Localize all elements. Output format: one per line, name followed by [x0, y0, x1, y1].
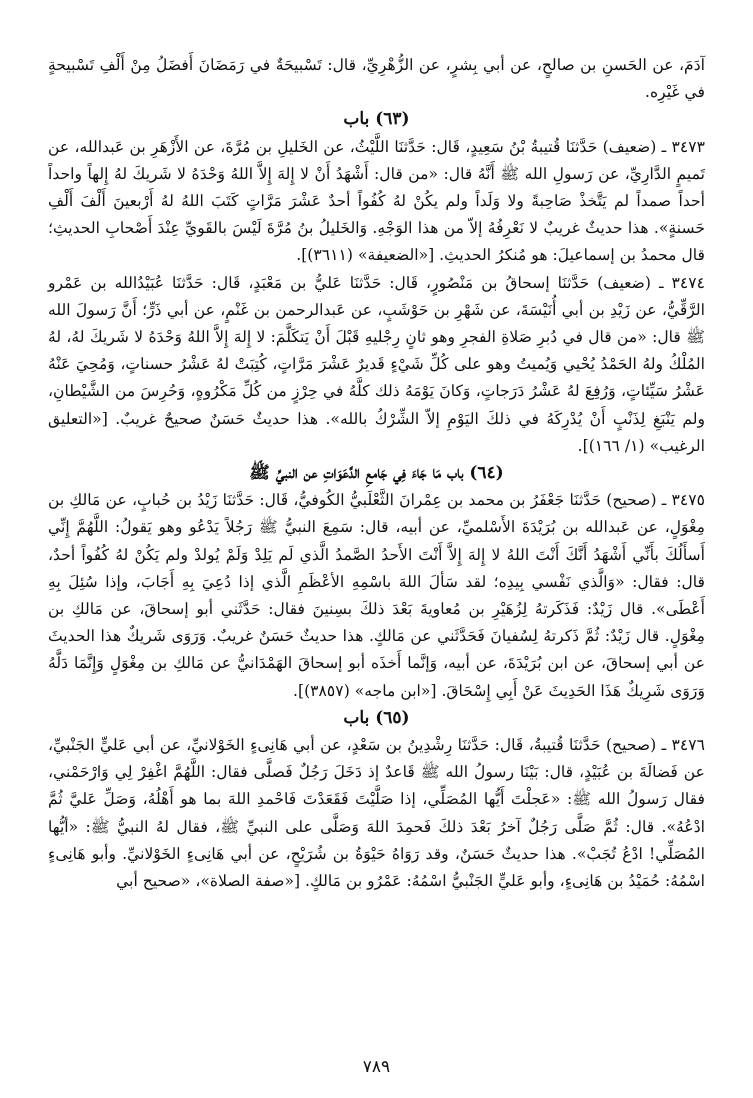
page-number: ٧٨٩	[362, 1057, 391, 1077]
hadith-3474: ٣٤٧٤ ـ (ضعيف) حَدَّثنَا إسحاقُ بن مَنْصُورٍ، قَال: حَدَّثنَا عَليُّ بن مَعْبَدٍ، قَال: حَدَّثنَا عُبَيْدُالله بن عَمْرو الرَّقِّيُّ، عن زَيْدِ بن أبي أُنَيْسَةَ، عن شَهْرِ بن حَوْشَبٍ، عن عَبدالرحمن بن غَنْمٍ، عن أبي ذَرٍّ؛ أَنَّ رَسولَ الله ﷺ قال: «من قال في دُبرِ صَلاةِ الفجرِ وهو ثانٍ رِجْليهِ قَبْلَ أَنْ يَتكَلَّمَ: لا إِلهَ إِلاَّ اللهُ وَحْدَهُ لا شَريكَ لهُ، لهُ المُلْكُ ولهُ الحَمْدُ يُحْيي وَيُميتُ وهو على كُلِّ شَيْءٍ قَديرٌ عَشْرَ مَرَّاتٍ، كُتِبَتْ لهُ عَشْرُ حسناتٍ، وَمُحِيَ عَنْهُ عَشْرُ سَيِّئاتٍ، وَرُفِعَ لهُ عَشْرُ دَرَجاتٍ، وَكانَ يَوْمَهُ ذلك كلَّهُ في حِرْزٍ من كُلِّ مَكْرُوهٍ، وَحُرِسَ من الشَّيْطانِ، ولم يَنْبَغِ لِذَنْبٍ أَنْ يُدْرِكَهُ في ذلكَ اليَوْمِ إلاّ الشِّرْكُ بالله». هذا حديثٌ حَسَنٌ صحيحٌ غريبٌ. [«التعليق الرغيب» (١/ ١٦٦)].	[48, 273, 705, 455]
hadith-3473: ٣٤٧٣ ـ (ضعيف) حَدَّثنَا قُتيبةُ بْنُ سَعِيدٍ، قَال: حَدَّثنَا اللَّيْثُ، عن الخَليلِ بن مُرَّةَ، عن الأَزْهَرِ بن عَبدالله، عن تَميمٍ الدَّارِيِّ، عن رَسولِ الله ﷺ أَنَّهُ قال: «من قال: أَشْهَدُ أَنْ لا إِلهَ إِلاَّ اللهُ وَحْدَهُ لا شَريكَ لهُ إِلهاً واحداً أحداً صمداً لم يَتَّخذْ صَاحِبةً ولا وَلَداً ولم يكُنْ لهُ كُفُواً أحدٌ عَشْرَ مَرَّاتٍ كَتَبَ اللهُ لهُ أَرْبعينَ أَلْفَ أَلْفِ حَسنةٍ». هذا حديثٌ غريبٌ لا نَعْرِفُهُ إلاّ من هذا الوَجْهِ. وَالخَليلُ بنُ مُرَّةَ لَيْسَ بالقَويِّ عِنْدَ أَصْحابِ الحديثِ؛ قال محمدُ بن إسماعيلَ: هو مُنكرُ الحديثِ. [«الضعيفة» (٣٦١١)].	[48, 137, 705, 265]
hadith-3475: ٣٤٧٥ ـ (صحيح) حَدَّثنَا جَعْفَرُ بن محمد بن عِمْرانَ الثَّعْلَبيُّ الكُوفيُّ، قَال: حَدَّثنَا زَيْدُ بن حُبابٍ، عن مَالكِ بن مِغْوَلٍ، عن عَبدالله بن بُرَيْدَةَ الأَسْلميِّ، عن أبيه، قال: سَمِعَ النبيُّ ﷺ رَجُلاً يَدْعُو وهو يَقولُ: اللَّهُمَّ إِنِّي أَسأَلُكَ بأَنِّي أَشْهَدُ أَنَّكَ أَنْتَ اللهُ لا إِلهَ إِلاَّ أَنْتَ الأَحدُ الصَّمدُ الَّذي لَم يَلِدْ وَلَمْ يُولدْ ولم يَكُنْ لهُ كُفُواً أحدٌ، قال: فقال: «وَالَّذي نَفْسي بِيدِه؛ لقد سَألَ اللهَ باسْمِهِ الأعْظَمِ الَّذي إذا دُعِيَ بِهِ أَجَابَ، وإذا سُئِلَ بِهِ أَعْطَى». قال زَيْدٌ: فَذَكَرتهُ لِزُهَيْرِ بن مُعاويةَ بَعْدَ ذلكَ بسِنينَ فقال: حَدَّثَني أبو إسحاقَ، عن مَالكِ بن مِغْوَلٍ. قال زَيْدٌ: ثُمَّ ذَكرتهُ لِسُفيانَ فَحَدَّثَني عن مَالكٍ. هذا حديثٌ حَسَنٌ غريبٌ. وَرَوَى شَريكٌ هذا الحديثَ عن أبي إسحاقَ، عن ابن بُرَيْدَةَ، عن أبيه، وَإنَّما أَخذَه أبو إسحاقَ الهَمْدَانيُّ عن مَالكِ بن مِغْوَلٍ وَإِنَّمَا دَلَّهُ وَرَوَى شَرِيكٌ هَذَا الحَدِيثَ عَنْ أَبِي إِسْحَاقَ. [«ابن ماجه» (٣٨٥٧)].	[48, 491, 705, 700]
paragraph-intro: آدَمَ، عن الحَسنِ بن صالحٍ، عن أبي بِشرٍ، عن الزُّهْرِيِّ، قال: تَسْبيحَةٌ في رَمَضَانَ أَفضَلُ مِنْ أَلْفِ تَسْبيحةٍ في غَيْرِه.	[48, 56, 705, 102]
chapter-heading-65: (٦٥) باب	[343, 707, 410, 728]
chapter-heading-63: (٦٣) باب	[343, 109, 410, 130]
chapter-heading-64: (٦٤) باب مَا جَاءَ فِي جَامعِ الدَّعَوَاتِ عن النبيِّ ﷺ	[249, 463, 504, 484]
hadith-3476: ٣٤٧٦ ـ (صحيح) حَدَّثنَا قُتيبةُ، قَال: حَدَّثنَا رِشْدِينُ بن سَعْدٍ، عن أبي هَانِىءٍ الخَوْلانيِّ، عن أبي عَليٍّ الجَنْبيِّ، عن فَضالَةَ بن عُبَيْدٍ، قال: بَيْنَا رسولُ الله ﷺ قَاعدٌ إذ دَخَلَ رَجُلٌ فَصلَّى فقال: اللَّهُمَّ اغْفِرْ لِي وَارْحَمْني، فقال رَسولُ الله ﷺ: «عَجلْتَ أَيُّها المُصَلِّي، إذا صَلَّيْتَ فَقَعَدْتَ فَاحْمدِ اللهَ بما هو أَهْلُهُ، وَصَلِّ عَليَّ ثُمَّ ادْعُهُ». قال: ثُمَّ صَلَّى رَجُلٌ آخرُ بَعْدَ ذلكَ فَحمِدَ اللهَ وَصَلَّى على النبيِّ ﷺ، فقال لهُ النبيُّ ﷺ: «أيُّها المُصَلِّي! ادْعُ تُجَبْ». هذا حديثٌ حَسَنٌ، وقد رَوَاهُ حَيْوَةُ بن شُرَيْحٍ، عن أبي هَانِىءٍ الخَوْلانيِّ. وأبو هَانِىءٍ اسْمُهُ: حُمَيْدُ بن هَانِىءٍ، وأبو عَليٍّ الجَنْبيُّ اسْمُهُ: عَمْرُو بن مَالكٍ. [«صفة الصلاة»، «صحيح أبي	[48, 736, 705, 891]
